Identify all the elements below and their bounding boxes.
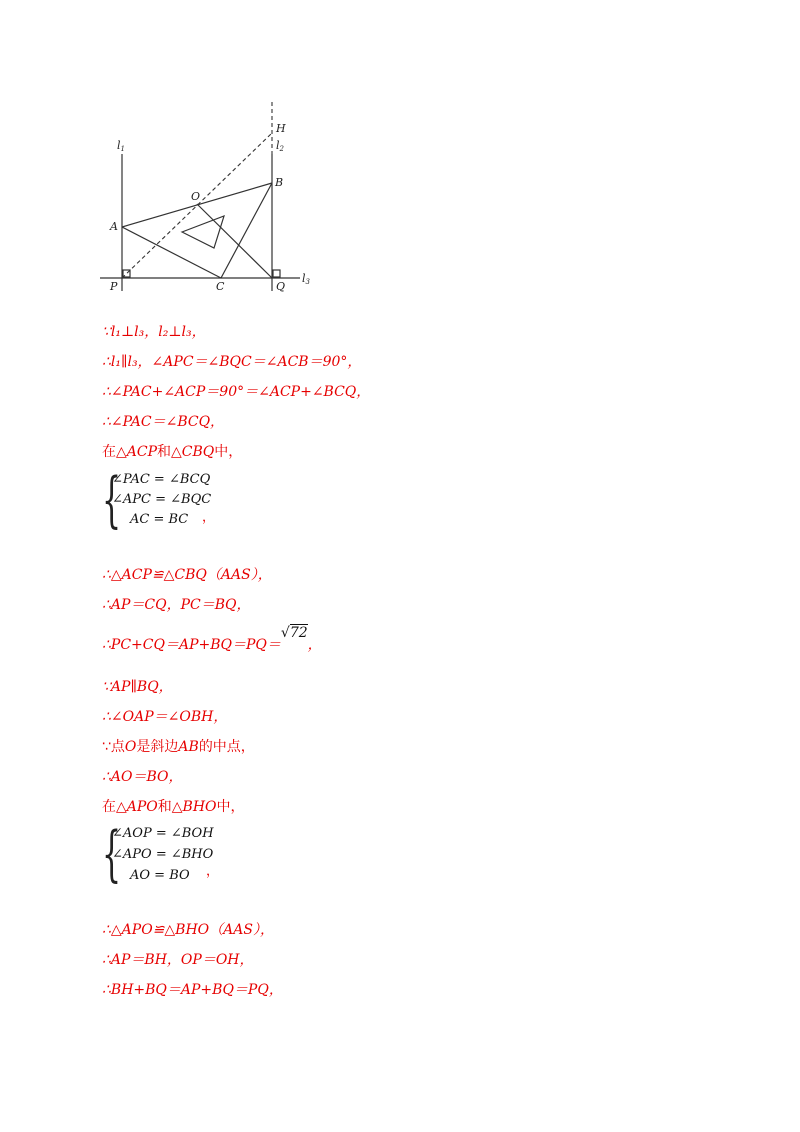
proof-line-5: 在△ACP和△CBQ中， xyxy=(102,444,243,460)
label-h: H xyxy=(276,122,286,135)
right-angle-q xyxy=(273,270,280,277)
segment-bc xyxy=(221,183,272,278)
proof-line-7: ∴AP＝CQ，PC＝BQ， xyxy=(102,597,251,613)
proof-line-4: ∴∠PAC＝∠BCQ， xyxy=(102,414,225,430)
proof-line-8: ∴PC+CQ＝AP+BQ＝PQ＝√72， xyxy=(102,625,322,653)
system-row: ∠APC = ∠BQC xyxy=(112,492,212,507)
proof-line-2: ∴l₁∥l₃，∠APC＝∠BQC＝∠ACB＝90°， xyxy=(102,354,362,370)
proof-line-9: ∵AP∥BQ， xyxy=(102,679,173,695)
label-l3: l3 xyxy=(302,272,310,286)
label-a: A xyxy=(110,220,118,233)
system-comma: ， xyxy=(206,864,220,879)
geometry-figure xyxy=(92,96,332,296)
label-c: C xyxy=(216,280,225,293)
system-row: ∠APO = ∠BHO xyxy=(112,847,214,862)
proof-line-10: ∴∠OAP＝∠OBH， xyxy=(102,709,228,725)
label-q: Q xyxy=(276,280,286,293)
brace-icon: { xyxy=(102,465,122,535)
label-l2: l2 xyxy=(276,139,284,153)
proof-line-3: ∴∠PAC+∠ACP＝90°＝∠ACP+∠BCQ， xyxy=(102,384,371,400)
proof-line-12: ∴AO＝BO， xyxy=(102,769,183,785)
proof-line-6: ∴△ACP≌△CBQ（AAS）， xyxy=(102,567,272,583)
segment-oq xyxy=(197,204,272,278)
label-l1: l1 xyxy=(117,139,125,153)
system-row: ∠PAC = ∠BCQ xyxy=(112,472,211,487)
equation-system-2 xyxy=(102,819,262,889)
label-p: P xyxy=(110,280,118,293)
system-row: ∠AOP = ∠BOH xyxy=(112,826,214,841)
label-b: B xyxy=(275,176,284,189)
inner-triangle xyxy=(182,216,224,248)
proof-line-16: ∴BH+BQ＝AP+BQ＝PQ， xyxy=(102,982,283,998)
segment-ac xyxy=(122,227,221,278)
proof-line-1: ∵l₁⊥l₃，l₂⊥l₃， xyxy=(102,324,206,340)
system-row: AO = BO xyxy=(130,868,190,883)
label-o: O xyxy=(191,190,201,203)
brace-icon: { xyxy=(102,819,122,889)
proof-line-11: ∵点O是斜边AB的中点， xyxy=(102,739,255,755)
sqrt-expression: √72 xyxy=(280,625,308,641)
proof-line-14: ∴△APO≌△BHO（AAS）， xyxy=(102,922,274,938)
system-row: AC = BC xyxy=(130,512,189,527)
proof-line-13: 在△APO和△BHO中， xyxy=(102,799,245,815)
proof-line-15: ∴AP＝BH，OP＝OH， xyxy=(102,952,254,968)
equation-system-1 xyxy=(102,465,262,535)
system-comma: ， xyxy=(202,510,216,525)
